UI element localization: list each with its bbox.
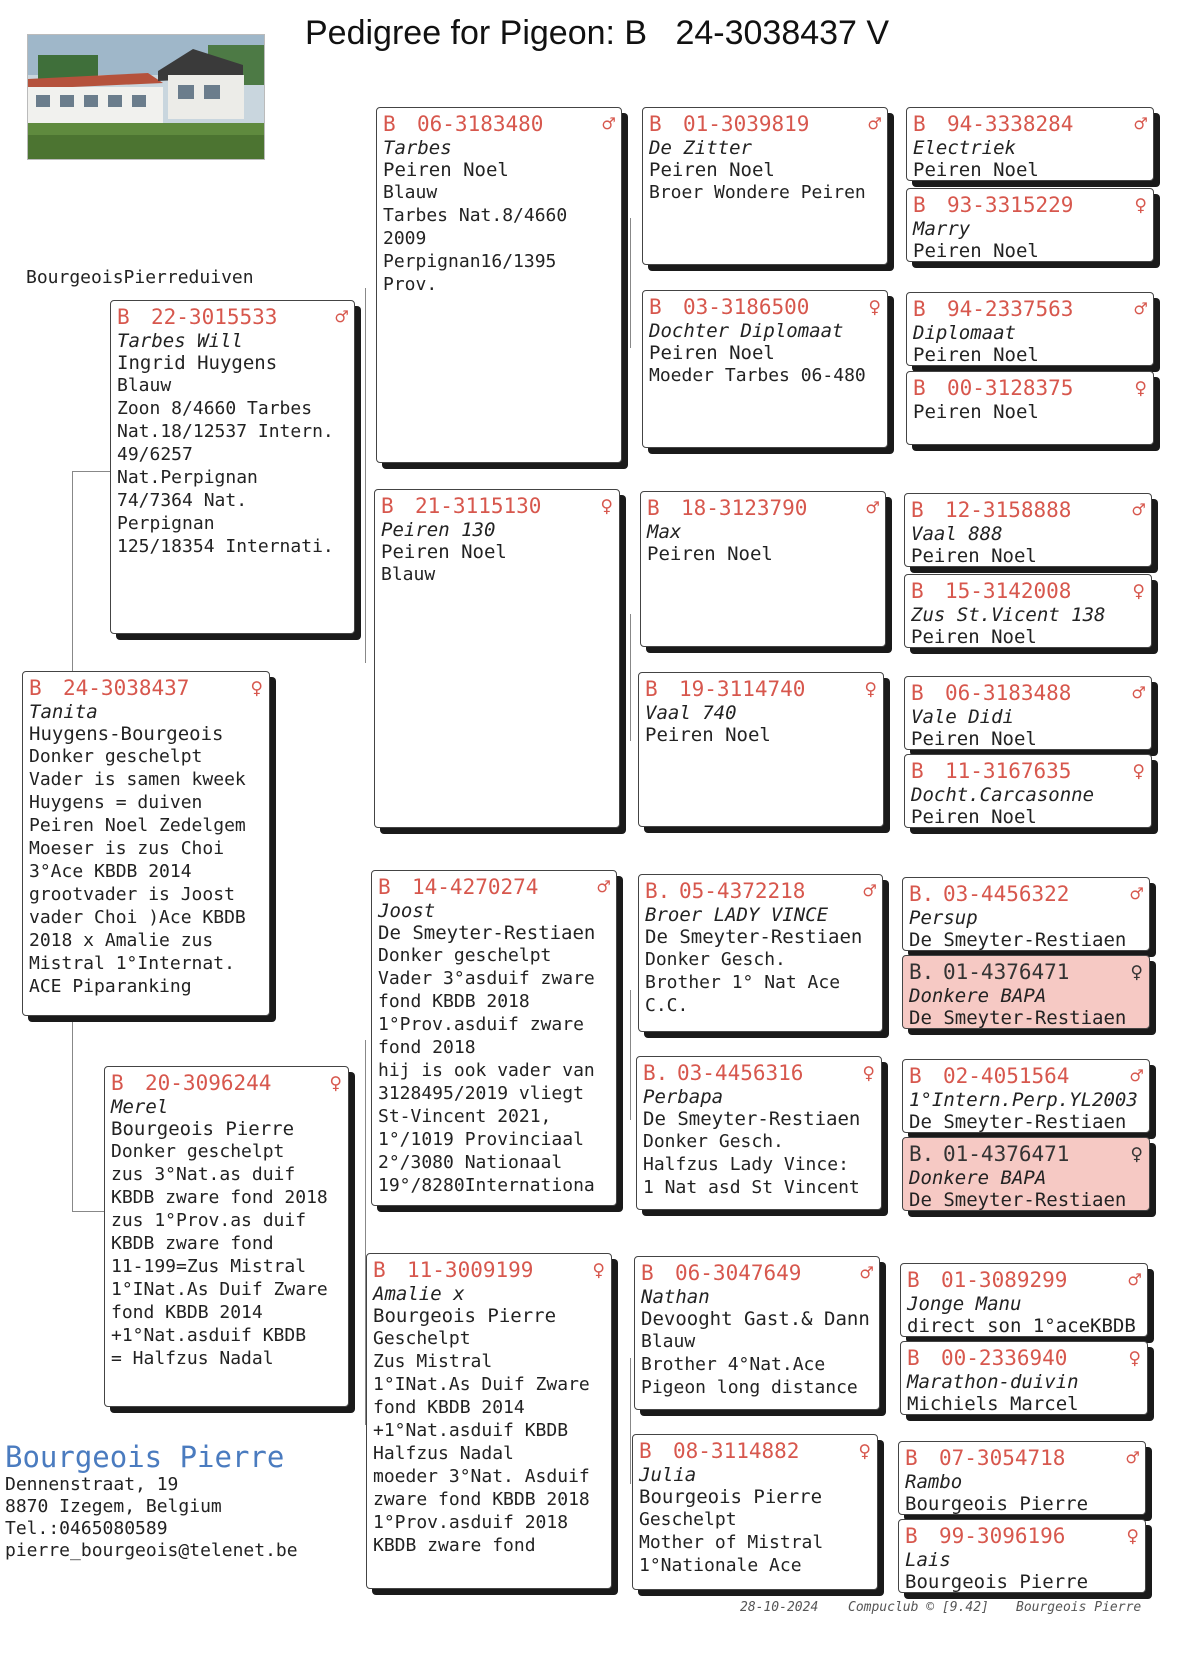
info-line: 1°INat.As Duif Zware	[111, 1279, 328, 1300]
info-line: ACE Piparanking	[29, 976, 192, 997]
ring-number: 18-3123790	[681, 496, 808, 520]
info-line: = Halfzus Nadal	[111, 1348, 274, 1369]
male-icon: ♂	[866, 496, 879, 520]
info-line: Pigeon long distance	[641, 1377, 858, 1398]
ring-number: 05-4372218	[679, 879, 806, 903]
country-code: B	[909, 1064, 922, 1088]
pigeon-name: Zus St.Vicent 138	[911, 604, 1106, 626]
ring-number: 20-3096244	[145, 1071, 272, 1095]
country-code: B	[907, 1268, 920, 1292]
female-icon: ♀	[864, 677, 877, 701]
info-line: 1°Prov.asduif zware	[378, 1014, 584, 1035]
info-line: fond KBDB 2018	[378, 991, 530, 1012]
pigeon-card-ggp[interactable]	[640, 491, 886, 647]
pigeon-owner: direct son 1°aceKBDB	[907, 1315, 1136, 1337]
info-line: +1°Nat.asduif KBDB	[111, 1325, 307, 1346]
print-date: 28-10-2024	[740, 1600, 819, 1615]
country-code: B	[913, 297, 926, 321]
pigeon-owner: Bourgeois Pierre	[639, 1486, 823, 1508]
pigeon-owner: Huygens-Bourgeois	[29, 723, 224, 745]
loft-photo	[27, 34, 265, 160]
country-code: B	[913, 376, 926, 400]
info-line: Mother of Mistral	[639, 1532, 824, 1553]
pigeon-name: Electriek	[913, 137, 1016, 159]
ring-number: 94-3338284	[947, 112, 1074, 136]
country-code: B.	[909, 1142, 935, 1166]
country-code: B	[905, 1524, 918, 1548]
pigeon-card-subject[interactable]	[22, 671, 270, 1016]
pigeon-name: Julia	[639, 1464, 697, 1486]
pigeon-card-gggp[interactable]	[906, 188, 1154, 262]
country-code: B	[907, 1346, 920, 1370]
info-line: Perpignan	[117, 513, 215, 534]
pigeon-name: Broer LADY VINCE	[645, 904, 829, 926]
info-line: +1°Nat.asduif KBDB	[373, 1420, 569, 1441]
info-line: Donker geschelpt	[111, 1141, 285, 1162]
info-line: Moeser is zus Choi	[29, 838, 225, 859]
breeder-contact	[5, 1440, 298, 1562]
pigeon-name: Tanita	[29, 701, 98, 723]
country-code: B	[913, 112, 926, 136]
pigeon-card-sire[interactable]	[110, 300, 355, 634]
ring-number: 06-3183488	[945, 681, 1072, 705]
info-line: 49/6257	[117, 444, 193, 465]
info-line: vader Choi )Ace KBDB	[29, 907, 246, 928]
connector-line	[630, 990, 631, 1120]
country-code: B	[29, 676, 42, 700]
info-line: Zoon 8/4660 Tarbes	[117, 398, 313, 419]
pigeon-owner: Peiren Noel	[913, 240, 1039, 262]
pigeon-card-gggp[interactable]	[898, 1441, 1146, 1515]
footer-owner: Bourgeois Pierre	[1016, 1600, 1142, 1615]
pigeon-card-gggp[interactable]	[904, 493, 1152, 567]
ring-number: 02-4051564	[943, 1064, 1070, 1088]
pigeon-card-gggp[interactable]	[906, 292, 1154, 366]
pigeon-card-gggp[interactable]	[900, 1341, 1148, 1415]
info-line: zware fond KBDB 2018	[373, 1489, 590, 1510]
ring-number: 01-4376471	[943, 1142, 1070, 1166]
info-line: Zus Mistral	[373, 1351, 493, 1372]
male-icon: ♂	[868, 112, 881, 136]
info-line: KBDB zware fond	[373, 1535, 536, 1556]
country-code: B	[647, 496, 660, 520]
pigeon-owner: Devooght Gast.& Dann	[641, 1308, 870, 1330]
ring-number: 11-3009199	[407, 1258, 534, 1282]
info-line: Halfzus Nadal	[373, 1443, 514, 1464]
info-line: Tarbes Nat.8/4660	[383, 205, 568, 226]
female-icon: ♀	[1134, 193, 1147, 217]
pigeon-owner: Bourgeois Pierre	[905, 1571, 1089, 1593]
info-line: Donker Gesch.	[643, 1131, 784, 1152]
pigeon-name: Lais	[905, 1549, 951, 1571]
info-line: Blauw	[381, 564, 436, 585]
info-line: 19°/8280Internationa	[378, 1175, 595, 1196]
pigeon-name: Peiren 130	[381, 519, 496, 541]
pigeon-owner: Michiels Marcel	[907, 1393, 1079, 1415]
pigeon-name: Donkere BAPA	[909, 985, 1047, 1007]
breeder-phone: Tel.:0465080589	[5, 1518, 168, 1539]
info-line: Brother 1° Nat Ace	[645, 972, 841, 993]
pigeon-card-gggp[interactable]	[906, 107, 1154, 181]
info-line: KBDB zware fond 2018	[111, 1187, 328, 1208]
ring-number: 94-2337563	[947, 297, 1074, 321]
ring-number: 93-3315229	[947, 193, 1074, 217]
country-code: B	[373, 1258, 386, 1282]
ring-number: 99-3096196	[939, 1524, 1066, 1548]
pigeon-name: Vale Didi	[911, 706, 1014, 728]
country-code: B	[649, 295, 662, 319]
pigeon-card-ggp[interactable]	[642, 107, 888, 265]
info-line: hij is ook vader van	[378, 1060, 595, 1081]
info-line: Brother 4°Nat.Ace	[641, 1354, 826, 1375]
male-icon: ♂	[1130, 882, 1143, 906]
pigeon-owner: Peiren Noel	[645, 724, 771, 746]
info-line: St-Vincent 2021,	[378, 1106, 552, 1127]
info-line: KBDB zware fond	[111, 1233, 274, 1254]
country-code: B	[911, 759, 924, 783]
info-line: C.C.	[645, 995, 689, 1016]
country-code: B	[905, 1446, 918, 1470]
female-icon: ♀	[592, 1258, 605, 1282]
country-code: B	[641, 1261, 654, 1285]
info-line: Broer Wondere Peiren	[649, 182, 866, 203]
info-line: Nat.Perpignan	[117, 467, 258, 488]
info-line: 1 Nat asd St Vincent	[643, 1177, 860, 1198]
info-line: moeder 3°Nat. Asduif	[373, 1466, 590, 1487]
female-icon: ♀	[1132, 759, 1145, 783]
female-icon: ♀	[1134, 376, 1147, 400]
pigeon-card-gggp[interactable]	[900, 1263, 1148, 1337]
pigeon-name: Rambo	[905, 1471, 963, 1493]
info-line: 11-199=Zus Mistral	[111, 1256, 307, 1277]
female-icon: ♀	[858, 1439, 871, 1463]
pigeon-card-gs-sire-dam[interactable]	[374, 489, 620, 828]
info-line: Vader 3°asduif zware	[378, 968, 595, 989]
connector-line	[72, 471, 73, 674]
male-icon: ♂	[863, 879, 876, 903]
female-icon: ♀	[250, 676, 263, 700]
country-code: B	[911, 498, 924, 522]
ring-number: 00-2336940	[941, 1346, 1068, 1370]
pigeon-name: Joost	[378, 900, 436, 922]
pigeon-name: Merel	[111, 1096, 169, 1118]
pigeon-name: Tarbes	[383, 137, 452, 159]
country-code: B.	[909, 882, 935, 906]
info-line: 74/7364 Nat.	[117, 490, 248, 511]
male-icon: ♂	[1126, 1446, 1139, 1470]
pigeon-name: Donkere BAPA	[909, 1167, 1047, 1189]
info-line: Blauw	[383, 182, 438, 203]
country-code: B	[381, 494, 394, 518]
info-line: 125/18354 Internati.	[117, 536, 334, 557]
pigeon-name: Perbapa	[643, 1086, 724, 1108]
country-code: B	[383, 112, 396, 136]
pigeon-owner: Peiren Noel	[913, 401, 1039, 423]
pigeon-owner: Bourgeois Pierre	[905, 1493, 1089, 1515]
female-icon: ♀	[1126, 1524, 1139, 1548]
pigeon-owner: Ingrid Huygens	[117, 352, 278, 374]
pigeon-owner: Peiren Noel	[911, 626, 1037, 648]
ring-number: 14-4270274	[412, 875, 539, 899]
country-code: B.	[909, 960, 935, 984]
info-line: 1°INat.As Duif Zware	[373, 1374, 590, 1395]
pigeon-card-gggp[interactable]	[902, 1059, 1150, 1133]
pigeon-card-gggp[interactable]	[898, 1519, 1146, 1593]
connector-line	[72, 1211, 107, 1212]
ring-number: 12-3158888	[945, 498, 1072, 522]
pigeon-card-ggp[interactable]	[636, 1056, 882, 1210]
ring-number: 00-3128375	[947, 376, 1074, 400]
ring-number: 03-4456316	[677, 1061, 804, 1085]
pigeon-card-gggp-highlighted[interactable]	[902, 1137, 1150, 1211]
country-code: B.	[645, 879, 671, 903]
connector-line	[72, 1015, 73, 1211]
info-line: Donker geschelpt	[378, 945, 552, 966]
male-icon: ♂	[860, 1261, 873, 1285]
pigeon-card-gggp[interactable]	[904, 754, 1152, 828]
pigeon-owner: Peiren Noel	[381, 541, 507, 563]
pigeon-name: Marry	[913, 218, 971, 240]
pigeon-name: 1°Intern.Perp.YL2003	[909, 1089, 1138, 1111]
pigeon-name: Jonge Manu	[907, 1293, 1022, 1315]
pigeon-card-gggp[interactable]	[902, 877, 1150, 951]
connector-line	[72, 471, 112, 472]
info-line: Blauw	[117, 375, 172, 396]
male-icon: ♂	[1130, 1064, 1143, 1088]
info-line: fond KBDB 2014	[111, 1302, 263, 1323]
pigeon-name: De Zitter	[649, 137, 752, 159]
pigeon-card-ggp[interactable]	[638, 874, 883, 1032]
ring-number: 21-3115130	[415, 494, 542, 518]
info-line: Halfzus Lady Vince:	[643, 1154, 849, 1175]
pigeon-owner: Peiren Noel	[913, 344, 1039, 366]
female-icon: ♀	[1132, 579, 1145, 603]
pigeon-card-dam[interactable]	[104, 1066, 349, 1407]
female-icon: ♀	[1128, 1346, 1141, 1370]
ring-number: 15-3142008	[945, 579, 1072, 603]
info-line: Peiren Noel Zedelgem	[29, 815, 246, 836]
ring-number: 24-3038437	[63, 676, 190, 700]
info-line: Geschelpt	[639, 1509, 737, 1530]
female-icon: ♀	[862, 1061, 875, 1085]
ring-number: 07-3054718	[939, 1446, 1066, 1470]
female-icon: ♀	[329, 1071, 342, 1095]
pigeon-owner: Peiren Noel	[913, 159, 1039, 181]
pigeon-owner: De Smeyter-Restiaen	[909, 929, 1127, 951]
ring-number: 08-3114882	[673, 1439, 800, 1463]
country-code: B	[111, 1071, 124, 1095]
connector-line	[630, 1358, 631, 1484]
ring-number: 01-4376471	[943, 960, 1070, 984]
pigeon-card-gggp[interactable]	[906, 371, 1154, 445]
pigeon-owner: De Smeyter-Restiaen	[909, 1007, 1127, 1029]
female-icon: ♀	[600, 494, 613, 518]
ring-number: 03-4456322	[943, 882, 1070, 906]
ring-number: 19-3114740	[679, 677, 806, 701]
pigeon-owner: Peiren Noel	[911, 545, 1037, 567]
info-line: 1°Nationale Ace	[639, 1555, 802, 1576]
country-code: B	[649, 112, 662, 136]
info-line: zus 1°Prov.as duif	[111, 1210, 307, 1231]
info-line: Perpignan16/1395	[383, 251, 557, 272]
ring-number: 22-3015533	[151, 305, 278, 329]
pigeon-name: Docht.Carcasonne	[911, 784, 1095, 806]
info-line: Prov.	[383, 274, 438, 295]
pigeon-card-gggp[interactable]	[904, 676, 1152, 750]
pigeon-card-ggp[interactable]	[642, 290, 888, 448]
pigeon-owner: Peiren Noel	[383, 159, 509, 181]
pigeon-owner: Peiren Noel	[647, 543, 773, 565]
pigeon-card-ggp[interactable]	[632, 1434, 878, 1590]
pigeon-owner: Bourgeois Pierre	[111, 1118, 295, 1140]
male-icon: ♂	[1134, 112, 1147, 136]
info-line: Mistral 1°Internat.	[29, 953, 235, 974]
info-line: 2018 x Amalie zus	[29, 930, 214, 951]
pigeon-name: Max	[647, 521, 682, 543]
info-line: Donker Gesch.	[645, 949, 786, 970]
connector-line	[630, 218, 631, 348]
pigeon-card-gs-sire-sire[interactable]	[376, 107, 622, 463]
country-code: B	[911, 681, 924, 705]
pigeon-name: Amalie x	[373, 1283, 465, 1305]
info-line: 3°Ace KBDB 2014	[29, 861, 192, 882]
pigeon-card-ggp[interactable]	[634, 1256, 880, 1410]
info-line: Nat.18/12537 Intern.	[117, 421, 334, 442]
page-title: Pedigree for Pigeon: B 24-3038437 V	[305, 14, 890, 52]
info-line: grootvader is Joost	[29, 884, 235, 905]
pigeon-owner: Bourgeois Pierre	[373, 1305, 557, 1327]
info-line: 1°/1019 Provinciaal	[378, 1129, 584, 1150]
female-icon: ♀	[868, 295, 881, 319]
pigeon-owner: Peiren Noel	[911, 728, 1037, 750]
breeder-name: Bourgeois Pierre	[5, 1440, 285, 1474]
pigeon-name: Diplomaat	[913, 322, 1016, 344]
breeder-email[interactable]: pierre_bourgeois@telenet.be	[5, 1540, 298, 1561]
ring-number: 06-3183480	[417, 112, 544, 136]
male-icon: ♂	[597, 875, 610, 899]
male-icon: ♂	[1134, 297, 1147, 321]
pigeon-name: Persup	[909, 907, 978, 929]
info-line: 1°Prov.asduif 2018	[373, 1512, 569, 1533]
software-credit: Compuclub © [9.42]	[848, 1600, 989, 1615]
pigeon-name: Vaal 888	[911, 523, 1003, 545]
pigeon-owner: De Smeyter-Restiaen	[909, 1111, 1127, 1133]
male-icon: ♂	[335, 305, 348, 329]
info-line: Geschelpt	[373, 1328, 471, 1349]
pigeon-card-gggp-highlighted[interactable]	[902, 955, 1150, 1029]
info-line: Huygens = duiven	[29, 792, 203, 813]
ring-number: 03-3186500	[683, 295, 810, 319]
ring-number: 01-3089299	[941, 1268, 1068, 1292]
info-line: zus 3°Nat.as duif	[111, 1164, 296, 1185]
pigeon-name: Dochter Diplomaat	[649, 320, 844, 342]
country-code: B	[645, 677, 658, 701]
info-line: Moeder Tarbes 06-480	[649, 365, 866, 386]
pigeon-name: Nathan	[641, 1286, 710, 1308]
female-icon: ♀	[1130, 960, 1143, 984]
info-line: fond KBDB 2014	[373, 1397, 525, 1418]
male-icon: ♂	[602, 112, 615, 136]
info-line: fond 2018	[378, 1037, 476, 1058]
country-code: B	[117, 305, 130, 329]
country-code: B	[378, 875, 391, 899]
ring-number: 11-3167635	[945, 759, 1072, 783]
loft-label: BourgeoisPierreduiven	[26, 267, 254, 288]
female-icon: ♀	[1130, 1142, 1143, 1166]
info-line: Vader is samen kweek	[29, 769, 246, 790]
country-code: B.	[643, 1061, 669, 1085]
pigeon-owner: De Smeyter-Restiaen	[645, 926, 863, 948]
pigeon-owner: De Smeyter-Restiaen	[643, 1108, 861, 1130]
male-icon: ♂	[1132, 498, 1145, 522]
info-line: 2009	[383, 228, 427, 249]
breeder-city: 8870 Izegem, Belgium	[5, 1496, 222, 1517]
country-code: B	[913, 193, 926, 217]
pigeon-name: Tarbes Will	[117, 330, 243, 352]
country-code: B	[911, 579, 924, 603]
pigeon-owner: Peiren Noel	[911, 806, 1037, 828]
info-line: 3128495/2019 vliegt	[378, 1083, 584, 1104]
male-icon: ♂	[1128, 1268, 1141, 1292]
pigeon-card-gggp[interactable]	[904, 574, 1152, 648]
pigeon-name: Marathon-duivin	[907, 1371, 1079, 1393]
country-code: B	[639, 1439, 652, 1463]
pigeon-name: Vaal 740	[645, 702, 737, 724]
info-line: Blauw	[641, 1331, 696, 1352]
connector-line	[630, 614, 631, 741]
breeder-address: Dennenstraat, 19	[5, 1474, 179, 1495]
pigeon-owner: Peiren Noel	[649, 342, 775, 364]
pigeon-owner: De Smeyter-Restiaen	[909, 1189, 1127, 1211]
ring-number: 01-3039819	[683, 112, 810, 136]
male-icon: ♂	[1132, 681, 1145, 705]
pigeon-card-gs-dam-dam[interactable]	[366, 1253, 612, 1589]
pigeon-owner: Peiren Noel	[649, 159, 775, 181]
ring-number: 06-3047649	[675, 1261, 802, 1285]
info-line: 2°/3080 Nationaal	[378, 1152, 563, 1173]
pigeon-card-gs-dam-sire[interactable]	[371, 870, 617, 1206]
pigeon-card-ggp[interactable]	[638, 672, 884, 827]
connector-line	[365, 288, 366, 663]
info-line: Donker geschelpt	[29, 746, 203, 767]
pigeon-owner: De Smeyter-Restiaen	[378, 922, 596, 944]
